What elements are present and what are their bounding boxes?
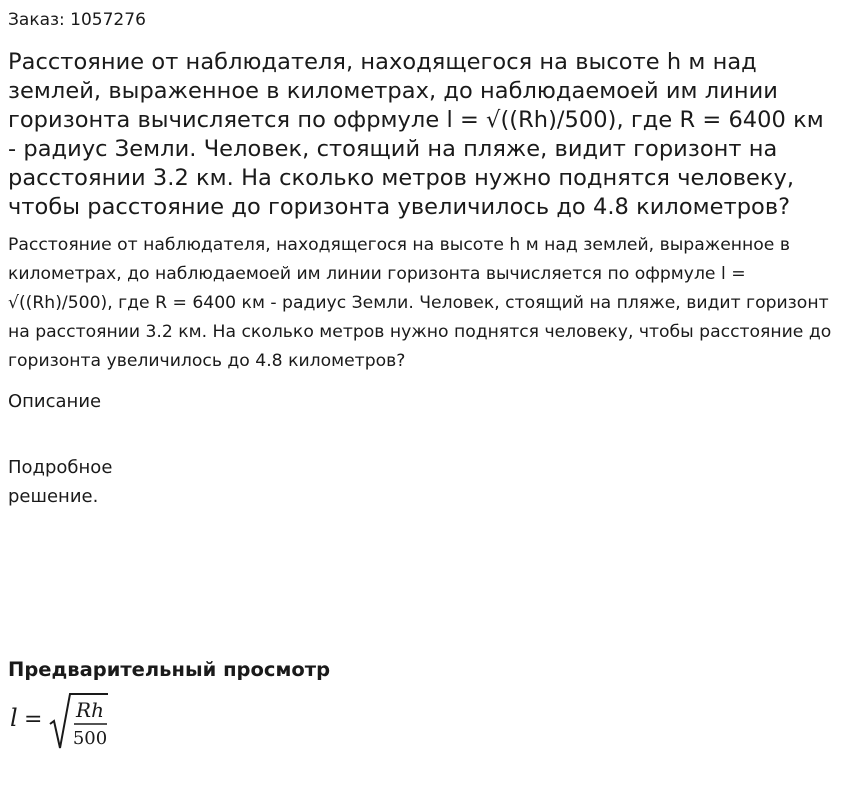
formula-equals: = bbox=[24, 707, 43, 732]
formula-numerator: Rh bbox=[76, 698, 104, 722]
description-label: Описание bbox=[8, 391, 102, 412]
preview-heading: Предварительный просмотр bbox=[8, 658, 331, 681]
description-text: Подробное решение. bbox=[8, 457, 113, 507]
formula-denominator: 500 bbox=[72, 728, 108, 749]
formula-lhs: l bbox=[10, 704, 18, 732]
formula-graphic bbox=[10, 688, 130, 758]
task-title: Расстояние от наблюдателя, находящегося на высоте h м над землей, выраженное в километрах, до наблюдаемоей им линии горизонта вычисляется по офрмуле l = √((Rh)/500), где R = 6400 км - радиус Земли. Человек, стоящий на пляже, видит горизонт на расстоянии 3.2 км. На сколько метров нужно поднятся человеку, чтобы расстояние до горизонта увеличилось до 4.8 километров? bbox=[8, 49, 824, 220]
formula-preview bbox=[10, 688, 839, 758]
order-number: Заказ: 1057276 bbox=[8, 10, 146, 30]
task-text: Расстояние от наблюдателя, находящегося на высоте h м над землей, выраженное в километрах, до наблюдаемоей им линии горизонта вычисляется по офрмуле l = √((Rh)/500), где R = 6400 км - радиус Земли. Человек, стоящий на пляже, видит горизонт на расстоянии 3.2 км. На сколько метров нужно поднятся человеку, чтобы расстояние до горизонта увеличилось до 4.8 километров? bbox=[8, 235, 832, 371]
